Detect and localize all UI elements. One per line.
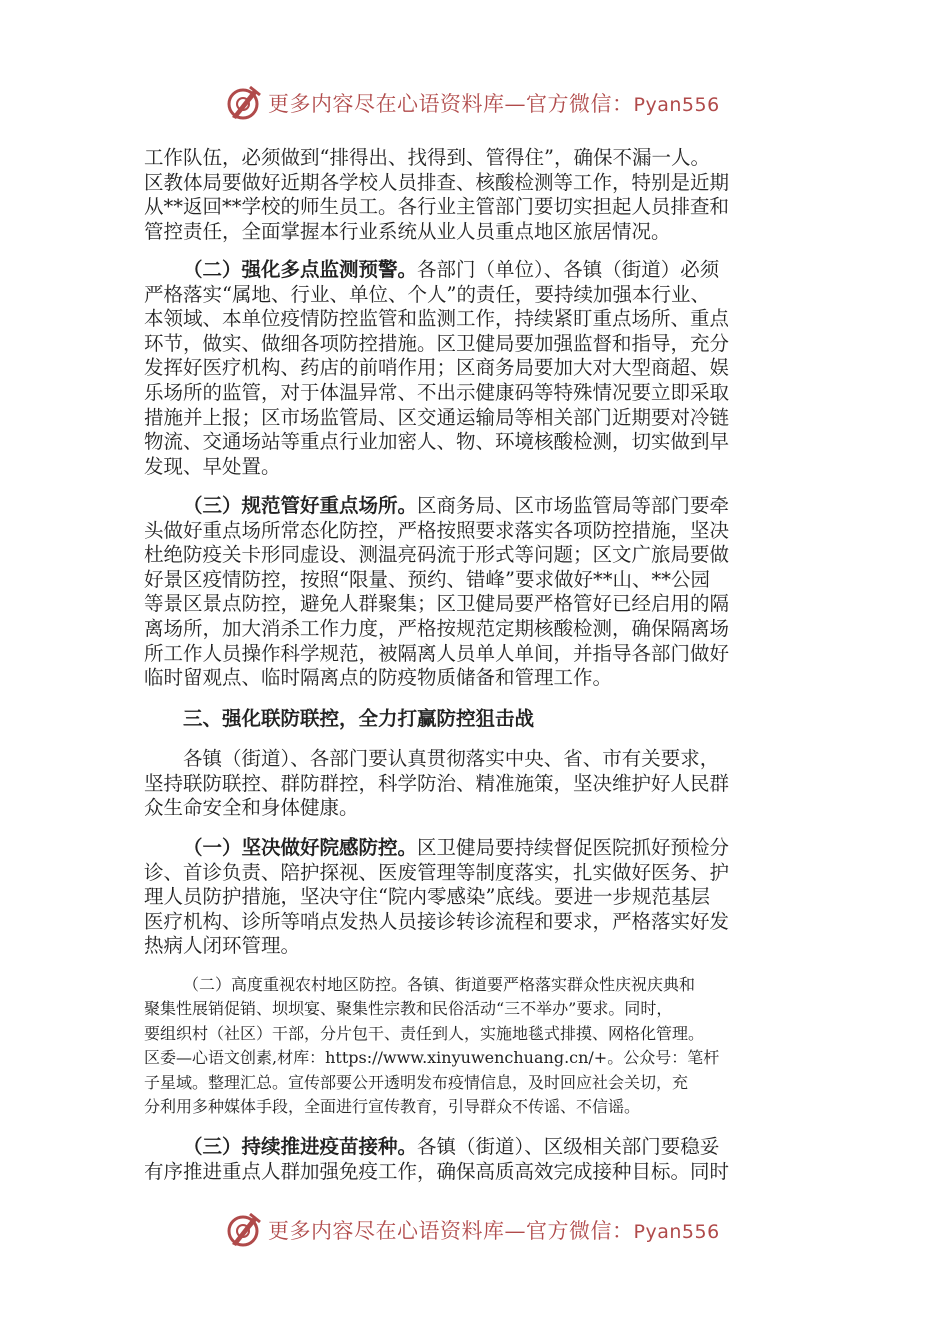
text-line: 严格落实“属地、行业、单位、个人”的责任，要持续加强本行业、 (144, 282, 710, 306)
text-line: 发挥好医疗机构、药店的前哨作用；区商务局要加大对大型商超、娱 (144, 356, 730, 380)
text-line: 等景区景点防控，避免人群聚集；区卫健局要严格管好已经启用的隔 (144, 592, 730, 616)
paragraph-heading: （一）坚决做好院感防控。 (183, 836, 418, 859)
header-watermark-banner (224, 82, 720, 124)
text-line: 各部门（单位）、各镇（街道）必须 (417, 258, 720, 281)
text-line: 各镇（街道）、各部门要认真贯彻落实中央、省、市有关要求， (183, 747, 720, 770)
text-line: 坚持联防联控、群防群控，科学防治、精准施策，坚决维护好人民群 (144, 771, 730, 795)
paragraph-heading: （二）强化多点监测预警。 (183, 258, 418, 281)
banner-wechat-id: Pyan556 (633, 1221, 720, 1243)
text-line: 离场所，加大消杀工作力度，严格按规范定期核酸检测，确保隔离场 (144, 616, 730, 640)
footer-watermark-banner (224, 1209, 720, 1251)
paragraph-6 (144, 973, 808, 1119)
paragraph-3 (144, 494, 808, 691)
text-line: 子星域。整理汇总。宣传部要公开透明发布疫情信息，及时回应社会关切，充 (144, 1072, 689, 1092)
text-line: 理人员防护措施，坚决守住“院内零感染”底线。要进一步规范基层 (144, 885, 710, 909)
text-line: 物流、交通场站等重点行业加密人、物、环境核酸检测，切实做到早 (144, 430, 730, 454)
paragraph-heading: （三）持续推进疫苗接种。 (183, 1135, 418, 1158)
banner-text: 更多内容尽在心语资料库—官方微信： (268, 92, 634, 116)
text-line: 头做好重点场所常态化防控，严格按照要求落实各项防控措施，坚决 (144, 518, 730, 542)
text-line: 众生命安全和身体健康。 (144, 796, 359, 820)
text-line: 本领域、本单位疫情防控监管和监测工作，持续紧盯重点场所、重点 (144, 307, 730, 331)
text-line: 好景区疫情防控，按照“限量、预约、错峰”要求做好**山、**公园 (144, 567, 710, 591)
paragraph-2 (144, 258, 808, 479)
pen-logo-icon (224, 1210, 264, 1250)
text-line: 发现、早处置。 (144, 454, 281, 478)
text-line: 区委—心语文创素,材库：https://www.xinyuwenchuang.cn/+。公众号：笔杆 (144, 1048, 720, 1068)
text-line: 医疗机构、诊所等哨点发热人员接诊转诊流程和要求，严格落实好发 (144, 909, 730, 933)
banner-text: 更多内容尽在心语资料库—官方微信： (268, 1219, 634, 1243)
pen-logo-icon (224, 83, 264, 123)
text-line: （二）高度重视农村地区防控。各镇、街道要严格落实群众性庆祝庆典和 (183, 975, 696, 994)
paragraph-1 (144, 146, 808, 244)
text-line: 区卫健局要持续督促医院抓好预检分 (417, 836, 730, 859)
text-line: 聚集性展销促销、坝坝宴、聚集性宗教和民俗活动“三不举办”要求。同时， (144, 999, 673, 1019)
text-line: 杜绝防疫关卡形同虚设、测温亮码流于形式等问题；区文广旅局要做 (144, 543, 730, 567)
paragraph-heading: （三）规范管好重点场所。 (183, 494, 418, 517)
section-heading: 三、强化联防联控，全力打赢防控狙击战 (183, 707, 535, 730)
text-line: 所工作人员操作科学规范，被隔离人员单人单间，并指导各部门做好 (144, 641, 730, 665)
text-line: 各镇（街道）、区级相关部门要稳妥 (417, 1135, 720, 1158)
text-line: 管控责任，全面掌握本行业系统从业人员重点地区旅居情况。 (144, 219, 671, 243)
text-line: 区教体局要做好近期各学校人员排查、核酸检测等工作，特别是近期 (144, 170, 730, 194)
text-line: 诊、首诊负责、陪护探视、医废管理等制度落实，扎实做好医务、护 (144, 860, 730, 884)
text-line: 从**返回**学校的师生员工。各行业主管部门要切实担起人员排查和 (144, 195, 730, 219)
paragraph-5 (144, 836, 808, 959)
banner-wechat-id: Pyan556 (633, 94, 720, 116)
text-line: 乐场所的监管，对于体温异常、不出示健康码等特殊情况要立即采取 (144, 380, 730, 404)
text-line: 热病人闭环管理。 (144, 934, 301, 958)
text-line: 分利用多种媒体手段，全面进行宣传教育，引导群众不传谣、不信谣。 (144, 1096, 641, 1116)
paragraph-4 (144, 747, 808, 821)
text-line: 环节，做实、做细各项防控措施。区卫健局要加强监督和指导，充分 (144, 331, 730, 355)
text-line: 有序推进重点人群加强免疫工作，确保高质高效完成接种目标。同时 (144, 1159, 730, 1183)
text-line: 工作队伍，必须做到“排得出、找得到、管得住”，确保不漏一人。 (144, 146, 710, 169)
text-line: 临时留观点、临时隔离点的防疫物质储备和管理工作。 (144, 666, 613, 690)
paragraph-7 (144, 1135, 808, 1184)
text-line: 措施并上报；区市场监管局、区交通运输局等相关部门近期要对冷链 (144, 405, 730, 429)
text-line: 区商务局、区市场监管局等部门要牵 (417, 494, 730, 517)
text-line: 要组织村（社区）干部，分片包干、责任到人，实施地毯式排摸、网格化管理。 (144, 1023, 705, 1043)
